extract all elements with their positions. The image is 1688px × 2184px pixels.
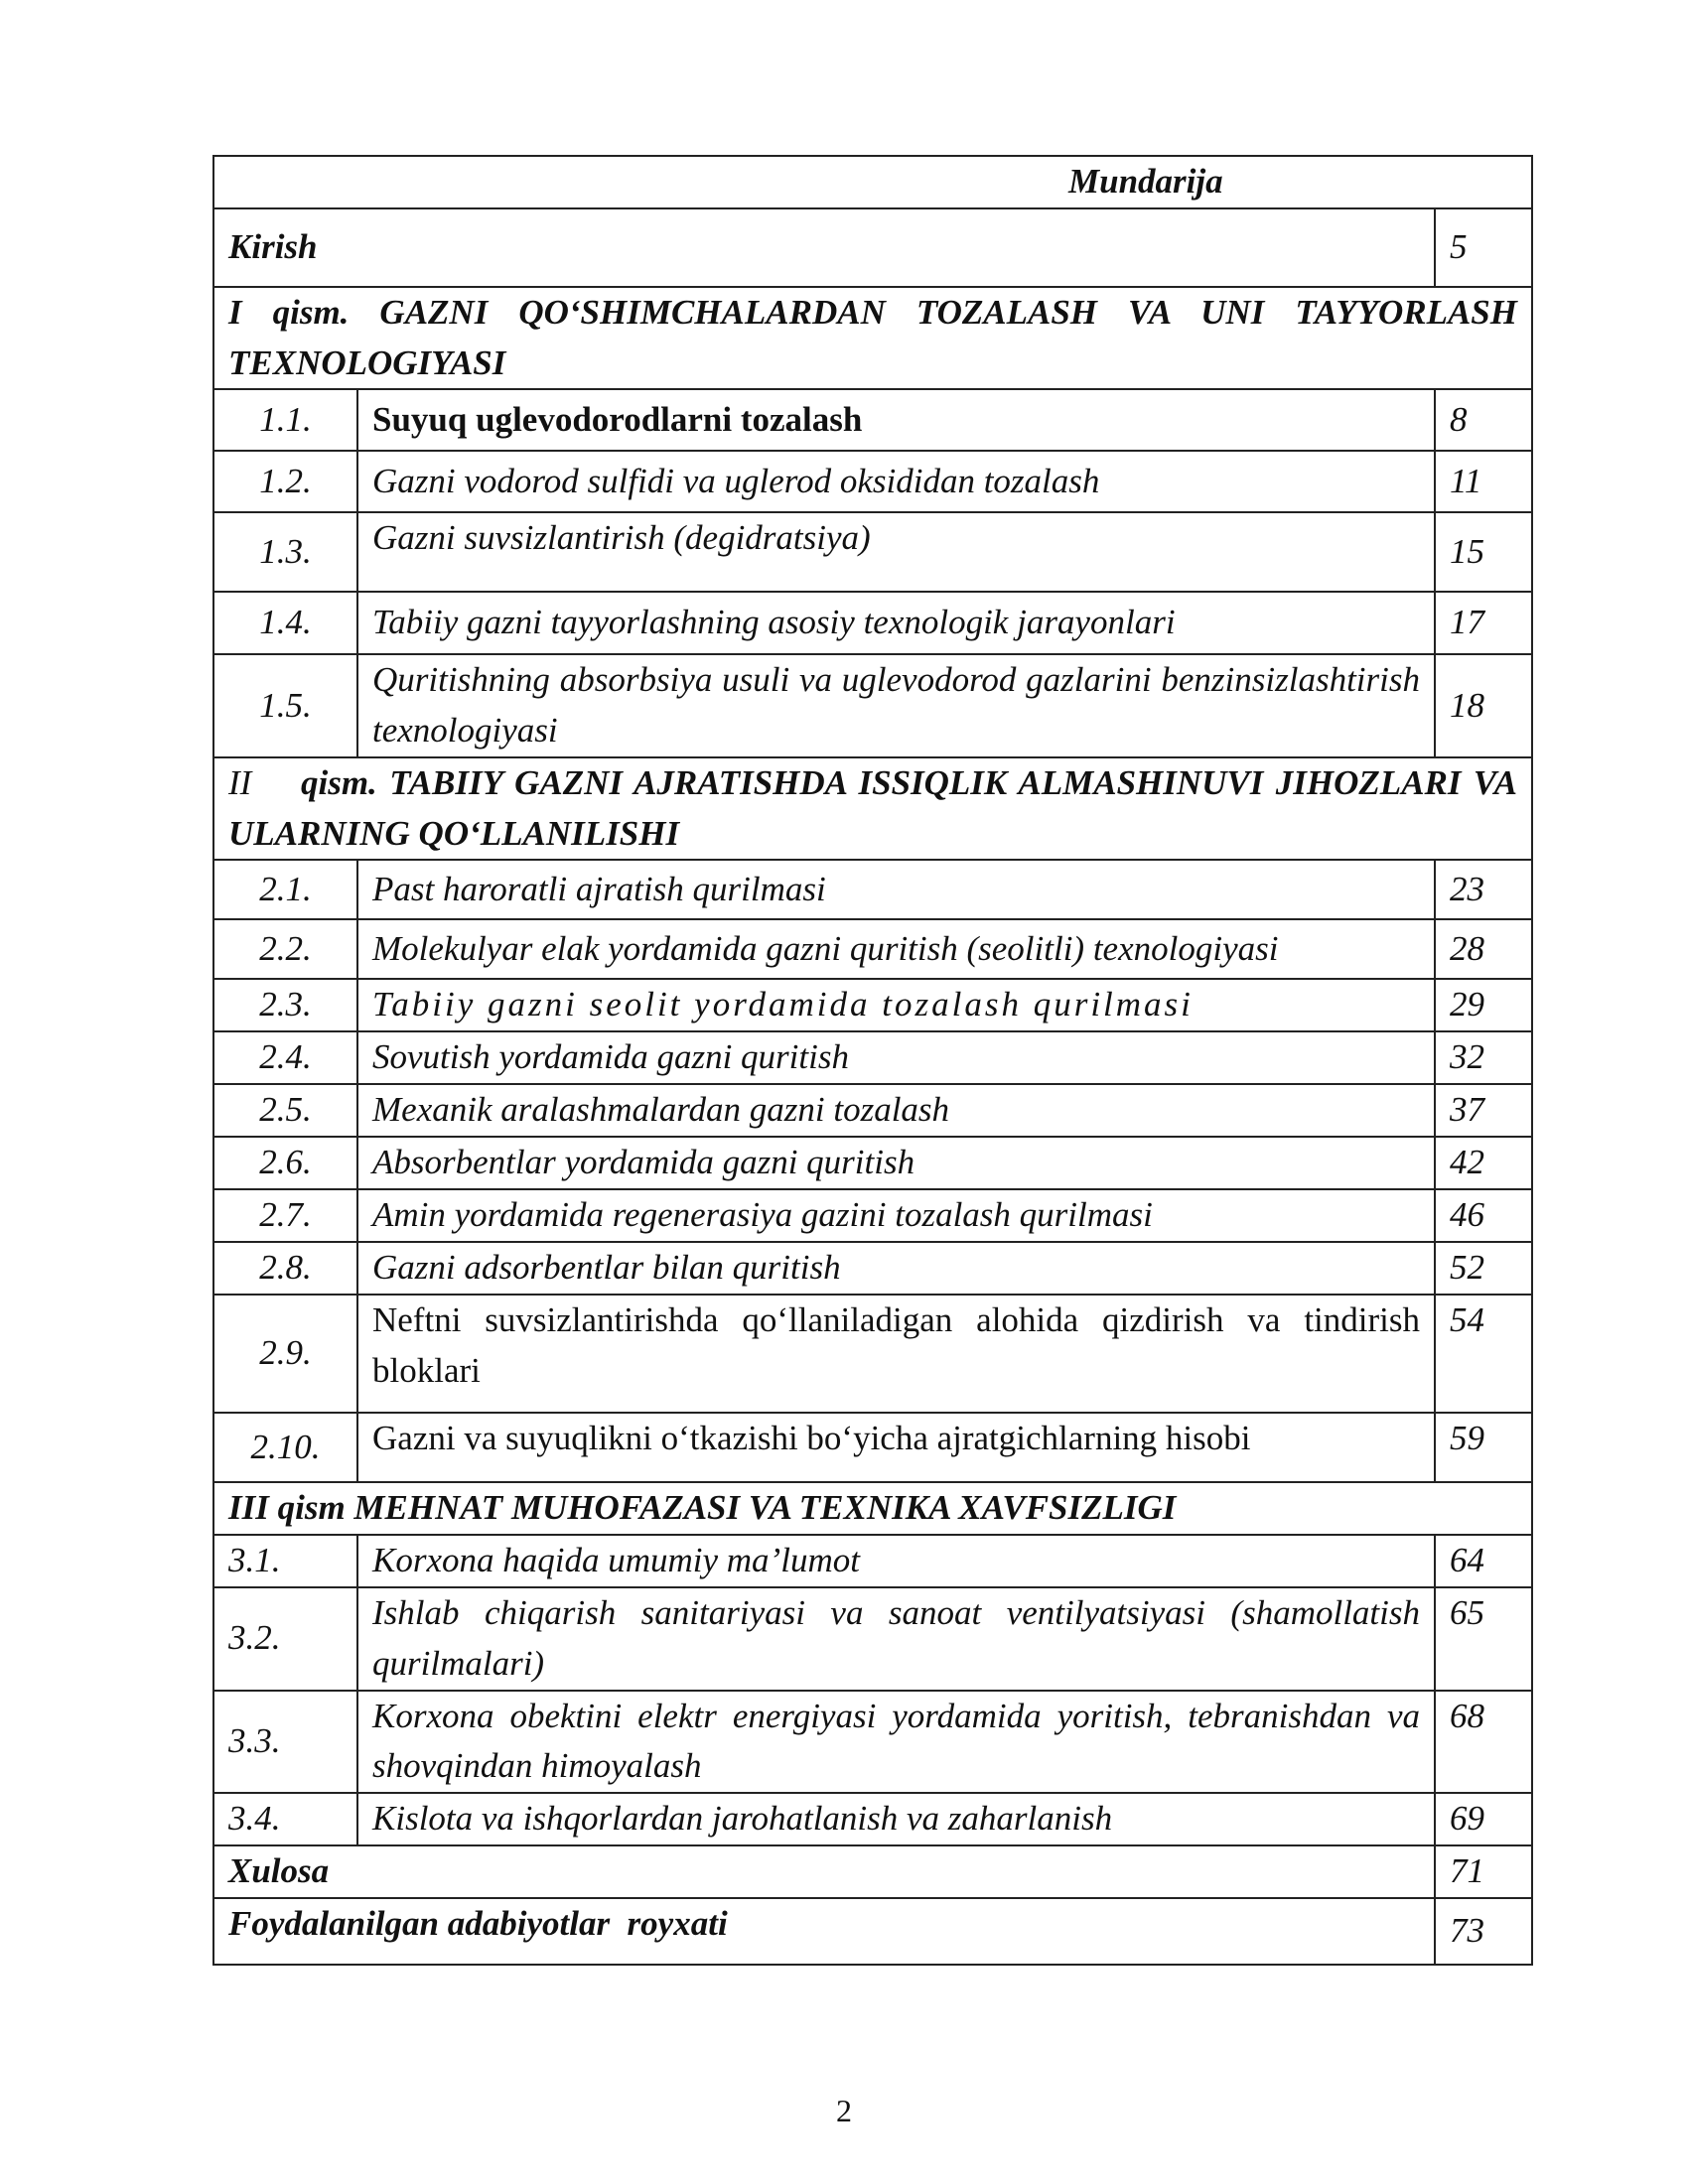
item-title: Ishlab chiqarish sanitariyasi va sanoat ventilyatsiyasi (shamollatish qurilmalari) bbox=[357, 1587, 1435, 1691]
toc-title-row bbox=[213, 156, 1532, 208]
toc-row bbox=[213, 512, 1532, 592]
item-page: 18 bbox=[1435, 654, 1532, 757]
item-title: Tabiiy gazni tayyorlashning asosiy texnologik jarayonlari bbox=[357, 592, 1435, 654]
toc-row bbox=[213, 1413, 1532, 1482]
item-title: Molekulyar elak yordamida gazni quritish (seolitli) texnologiyasi bbox=[357, 919, 1435, 979]
item-title: Mexanik aralashmalardan gazni tozalash bbox=[357, 1084, 1435, 1137]
kirish-page: 5 bbox=[1435, 208, 1532, 287]
item-number: 1.2. bbox=[213, 451, 357, 512]
item-title: Quritishning absorbsiya usuli va uglevodorod gazlarini benzinsizlashtirish texnologiyasi bbox=[357, 654, 1435, 757]
item-number: 3.4. bbox=[213, 1793, 357, 1845]
item-page: 68 bbox=[1435, 1691, 1532, 1794]
item-number: 2.3. bbox=[213, 979, 357, 1031]
item-number: 1.5. bbox=[213, 654, 357, 757]
item-title: Absorbentlar yordamida gazni quritish bbox=[357, 1137, 1435, 1189]
item-number: 2.7. bbox=[213, 1189, 357, 1242]
item-page: 64 bbox=[1435, 1535, 1532, 1587]
item-page: 32 bbox=[1435, 1031, 1532, 1084]
item-title: Korxona obektini elektr energiyasi yordamida yoritish, tebranishdan va shovqindan himoyalash bbox=[357, 1691, 1435, 1794]
part1-heading-row bbox=[213, 287, 1532, 390]
item-title: Sovutish yordamida gazni quritish bbox=[357, 1031, 1435, 1084]
kirish-label: Kirish bbox=[213, 208, 1435, 287]
table-of-contents bbox=[212, 155, 1533, 1966]
item-number: 3.3. bbox=[213, 1691, 357, 1794]
item-title: Neftni suvsizlantirishda qo‘llaniladigan alohida qizdirish va tindirish bloklari bbox=[357, 1295, 1435, 1413]
item-page: 11 bbox=[1435, 451, 1532, 512]
toc-row bbox=[213, 1587, 1532, 1691]
item-title: Gazni suvsizlantirish (degidratsiya) bbox=[357, 512, 1435, 592]
toc-row bbox=[213, 1691, 1532, 1794]
item-title: Gazni adsorbentlar bilan quritish bbox=[357, 1242, 1435, 1295]
item-number: 2.5. bbox=[213, 1084, 357, 1137]
part2-heading-prefix: II bbox=[228, 762, 252, 802]
item-page: 52 bbox=[1435, 1242, 1532, 1295]
toc-row bbox=[213, 979, 1532, 1031]
item-number: 3.1. bbox=[213, 1535, 357, 1587]
item-number: 2.2. bbox=[213, 919, 357, 979]
toc-row bbox=[213, 1793, 1532, 1845]
toc-row-xulosa bbox=[213, 1845, 1532, 1898]
adabiyotlar-label: Foydalanilgan adabiyotlar royxati bbox=[213, 1898, 1435, 1965]
item-page: 8 bbox=[1435, 389, 1532, 451]
item-title: Gazni va suyuqlikni o‘tkazishi bo‘yicha ajratgichlarning hisobi bbox=[357, 1413, 1435, 1482]
item-number: 2.4. bbox=[213, 1031, 357, 1084]
item-page: 54 bbox=[1435, 1295, 1532, 1413]
toc-row bbox=[213, 389, 1532, 451]
item-number: 2.1. bbox=[213, 860, 357, 919]
part1-heading: I qism. GAZNI QO‘SHIMCHALARDAN TOZALASH VA UNI TAYYORLASH TEXNOLOGIYASI bbox=[213, 287, 1532, 390]
item-page: 28 bbox=[1435, 919, 1532, 979]
item-number: 2.6. bbox=[213, 1137, 357, 1189]
toc-row bbox=[213, 1535, 1532, 1587]
part2-heading-qism: qism bbox=[300, 762, 369, 802]
toc-row bbox=[213, 1295, 1532, 1413]
item-page: 69 bbox=[1435, 1793, 1532, 1845]
item-number: 1.4. bbox=[213, 592, 357, 654]
part3-heading: III qism MEHNAT MUHOFAZASI VA TEXNIKA XAVFSIZLIGI bbox=[213, 1482, 1532, 1535]
item-number: 3.2. bbox=[213, 1587, 357, 1691]
part3-heading-row bbox=[213, 1482, 1532, 1535]
item-title: Kislota va ishqorlardan jarohatlanish va zaharlanish bbox=[357, 1793, 1435, 1845]
toc-row bbox=[213, 860, 1532, 919]
toc-row bbox=[213, 919, 1532, 979]
item-page: 65 bbox=[1435, 1587, 1532, 1691]
toc-row bbox=[213, 1189, 1532, 1242]
item-title: Past haroratli ajratish qurilmasi bbox=[357, 860, 1435, 919]
item-number: 2.8. bbox=[213, 1242, 357, 1295]
toc-row bbox=[213, 592, 1532, 654]
adabiyotlar-page: 73 bbox=[1435, 1898, 1532, 1965]
toc-row bbox=[213, 451, 1532, 512]
item-page: 46 bbox=[1435, 1189, 1532, 1242]
item-title: Suyuq uglevodorodlarni tozalash bbox=[357, 389, 1435, 451]
item-page: 15 bbox=[1435, 512, 1532, 592]
toc-row bbox=[213, 1031, 1532, 1084]
item-number: 2.9. bbox=[213, 1295, 357, 1413]
part2-heading-row bbox=[213, 757, 1532, 861]
item-title: Tabiiy gazni seolit yordamida tozalash qurilmasi bbox=[357, 979, 1435, 1031]
item-page: 29 bbox=[1435, 979, 1532, 1031]
toc-row bbox=[213, 1242, 1532, 1295]
item-number: 1.1. bbox=[213, 389, 357, 451]
toc-title: Mundarija bbox=[213, 156, 1532, 208]
toc-row-kirish bbox=[213, 208, 1532, 287]
item-title: Amin yordamida regenerasiya gazini tozalash qurilmasi bbox=[357, 1189, 1435, 1242]
part2-heading-rest: . TABIIY GAZNI AJRATISHDA ISSIQLIK ALMASHINUVI JIHOZLARI VA ULARNING QO‘LLANILISHI bbox=[228, 762, 1518, 853]
xulosa-page: 71 bbox=[1435, 1845, 1532, 1898]
item-number: 1.3. bbox=[213, 512, 357, 592]
item-title: Gazni vodorod sulfidi va uglerod oksididan tozalash bbox=[357, 451, 1435, 512]
item-page: 23 bbox=[1435, 860, 1532, 919]
part2-heading bbox=[213, 757, 1532, 861]
item-page: 37 bbox=[1435, 1084, 1532, 1137]
item-page: 17 bbox=[1435, 592, 1532, 654]
item-page: 42 bbox=[1435, 1137, 1532, 1189]
page-number: 2 bbox=[836, 2093, 852, 2128]
item-page: 59 bbox=[1435, 1413, 1532, 1482]
toc-row bbox=[213, 1137, 1532, 1189]
item-title: Korxona haqida umumiy ma’lumot bbox=[357, 1535, 1435, 1587]
toc-row-adabiyotlar bbox=[213, 1898, 1532, 1965]
toc-row bbox=[213, 654, 1532, 757]
xulosa-label: Xulosa bbox=[213, 1845, 1435, 1898]
item-number: 2.10. bbox=[213, 1413, 357, 1482]
toc-row bbox=[213, 1084, 1532, 1137]
